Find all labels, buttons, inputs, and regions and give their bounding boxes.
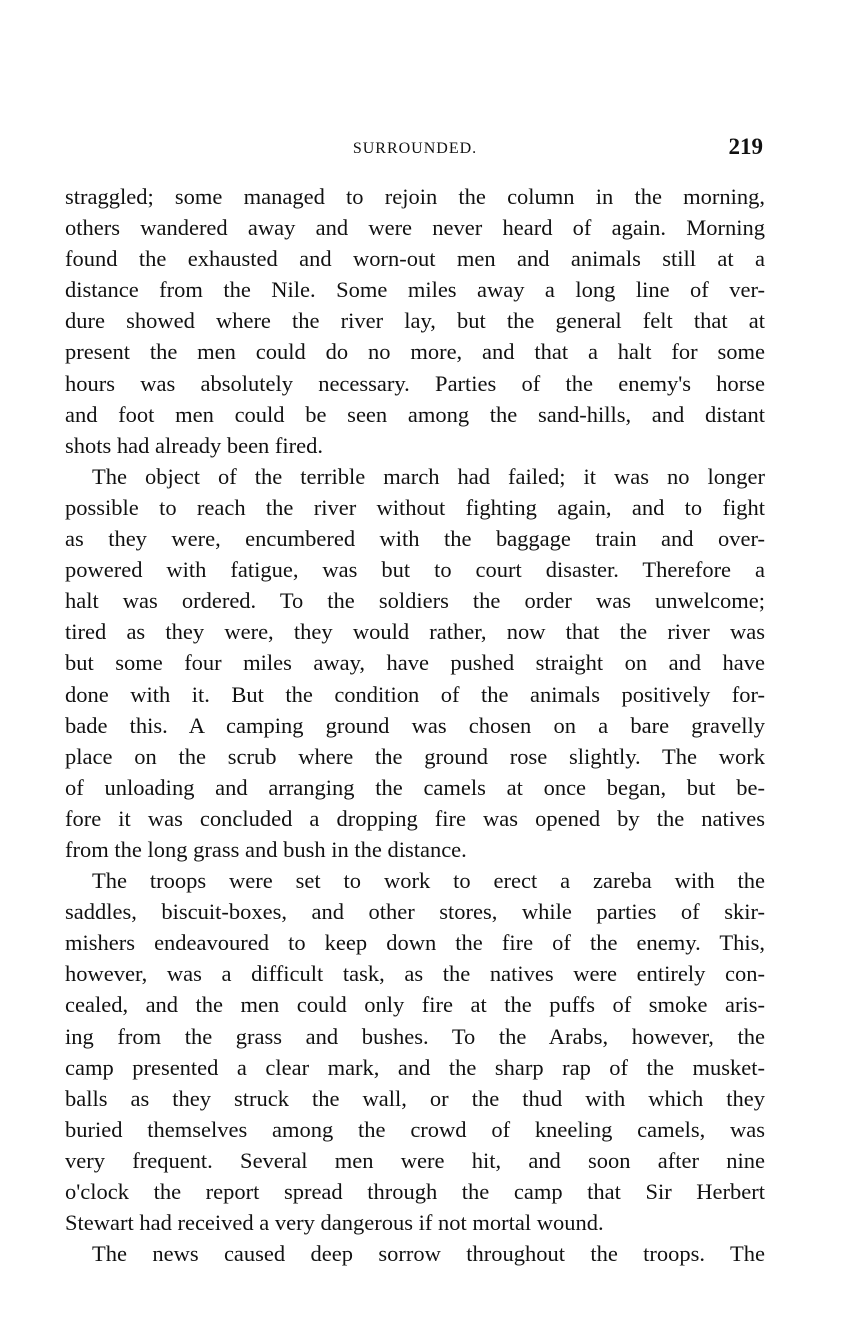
text-line: buried themselves among the crowd of kneeling camels, was: [65, 1116, 765, 1142]
text-line: done with it. But the condition of the animals positively for-: [65, 681, 765, 707]
running-head: SURROUNDED.: [352, 140, 478, 157]
text-line: powered with fatigue, was but to court disaster. Therefore a: [65, 557, 765, 583]
text-line: balls as they struck the wall, or the thud with which they: [65, 1085, 765, 1111]
text-line: The object of the terrible march had failed; it was no longer: [92, 463, 765, 489]
text-line: hours was absolutely necessary. Parties of the enemy's horse: [65, 370, 765, 396]
text-line: fore it was concluded a dropping fire was opened by the natives: [65, 805, 765, 831]
body-text: [65, 181, 765, 1269]
text-line: The news caused deep sorrow throughout the troops. The: [92, 1241, 765, 1267]
text-line: o'clock the report spread through the camp that Sir Herbert: [65, 1179, 765, 1204]
text-line: however, was a difficult task, as the natives were entirely con-: [65, 961, 765, 987]
text-line: shots had already been fired.: [65, 432, 324, 458]
text-line: The troops were set to work to erect a zareba with the: [92, 868, 765, 894]
text-line: but some four miles away, have pushed straight on and have: [65, 650, 765, 676]
text-line: found the exhausted and worn-out men and animals still at a: [65, 246, 765, 272]
text-line: ing from the grass and bushes. To the Arabs, however, the: [65, 1023, 765, 1049]
text-line: straggled; some managed to rejoin the column in the morning,: [65, 184, 765, 209]
text-line: place on the scrub where the ground rose slightly. The work: [65, 743, 765, 769]
text-line: cealed, and the men could only fire at the puffs of smoke aris-: [65, 992, 765, 1018]
text-line: others wandered away and were never heard of again. Morning: [65, 215, 765, 241]
text-line: halt was ordered. To the soldiers the order was unwelcome;: [65, 588, 765, 614]
text-line: Stewart had received a very dangerous if not mortal wound.: [65, 1210, 604, 1236]
page-number: 219: [728, 134, 763, 159]
text-line: dure showed where the river lay, but the general felt that at: [65, 308, 765, 334]
text-line: bade this. A camping ground was chosen on a bare gravelly: [65, 712, 765, 738]
text-line: possible to reach the river without fighting again, and to fight: [65, 494, 765, 520]
text-line: camp presented a clear mark, and the sharp rap of the musket-: [65, 1054, 765, 1080]
text-line: present the men could do no more, and that a halt for some: [65, 339, 765, 365]
text-line: from the long grass and bush in the distance.: [65, 836, 467, 862]
text-line: tired as they were, they would rather, now that the river was: [65, 619, 765, 645]
text-line: distance from the Nile. Some miles away a long line of ver-: [65, 277, 765, 303]
text-line: as they were, encumbered with the baggage train and over-: [65, 526, 765, 552]
text-line: and foot men could be seen among the sand-hills, and distant: [65, 401, 765, 427]
text-line: of unloading and arranging the camels at once began, but be-: [65, 774, 765, 800]
text-line: mishers endeavoured to keep down the fire of the enemy. This,: [65, 930, 765, 956]
text-line: very frequent. Several men were hit, and soon after nine: [65, 1147, 765, 1173]
text-line: saddles, biscuit-boxes, and other stores, while parties of skir-: [65, 899, 765, 925]
page-header: [65, 134, 765, 164]
